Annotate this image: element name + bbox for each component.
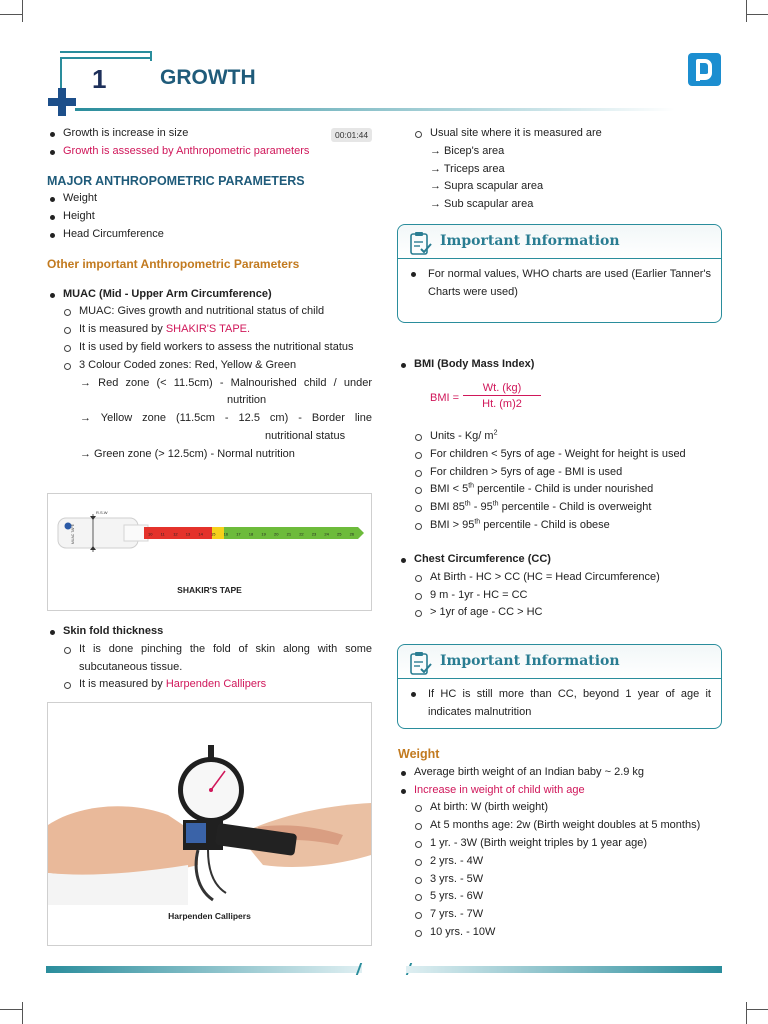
harpenden-callipers-figure	[47, 702, 372, 946]
zone-line: nutrition	[227, 394, 267, 407]
tape-scale-label: 21	[286, 531, 292, 537]
sub-item: 3 Colour Coded zones: Red, Yellow & Green	[47, 357, 372, 375]
sub-item: 5 yrs. - 6W	[398, 888, 723, 906]
site-item: → Bicep's area	[430, 144, 505, 157]
tape-scale-label: 10	[148, 531, 153, 537]
tape-label: R.S.W	[96, 510, 108, 515]
zone-line: → Red zone (< 11.5cm) - Malnourished child / under	[80, 376, 372, 389]
section-heading: Weight	[398, 747, 440, 761]
bullet-item: Increase in weight of child with age	[398, 782, 723, 800]
publisher-logo-icon	[688, 53, 721, 86]
bullet-item: Chest Circumference (CC)	[398, 551, 723, 569]
important-info-box	[397, 644, 722, 729]
bullet-item: Weight	[47, 190, 372, 208]
sub-item: 3 yrs. - 5W	[398, 871, 723, 889]
footer-bar	[406, 966, 722, 973]
right-column-sites	[398, 125, 723, 214]
crop-mark	[22, 0, 23, 22]
sub-item: BMI < 5th percentile - Child is under nourished	[398, 481, 723, 499]
bullet-item: Height	[47, 208, 372, 226]
info-title: Important Information	[440, 653, 620, 669]
tape-scale-label: 14	[198, 531, 203, 537]
callipers-illustration	[48, 705, 371, 905]
bullet-item: Average birth weight of an Indian baby ~ 2.9 kg	[398, 764, 723, 782]
crop-mark	[746, 0, 747, 22]
sub-item: At Birth - HC > CC (HC = Head Circumference)	[398, 569, 723, 587]
site-item: → Sub scapular area	[430, 198, 534, 211]
right-column-bmi-list	[398, 428, 723, 535]
sub-item: For children < 5yrs of age - Weight for height is used	[398, 446, 723, 464]
plus-icon	[48, 88, 76, 116]
left-column-skinfold	[47, 623, 372, 694]
right-column-chest	[398, 551, 723, 622]
sub-item: 2 yrs. - 4W	[398, 853, 723, 871]
crop-mark	[22, 1002, 23, 1024]
chapter-number: 1	[92, 64, 107, 94]
crop-mark	[0, 14, 22, 15]
crop-mark	[746, 14, 768, 15]
left-column-top	[47, 125, 372, 464]
bullet-item: Head Circumference	[47, 226, 372, 244]
site-item: → Supra scapular area	[430, 180, 544, 193]
sub-item: It is measured by SHAKIR'S TAPE.	[47, 321, 372, 339]
bullet-item: MUAC (Mid - Upper Arm Circumference)	[47, 286, 372, 304]
info-body	[398, 259, 721, 309]
sub-item: At birth: W (birth weight)	[398, 799, 723, 817]
figure-caption: Harpenden Callipers	[168, 911, 251, 921]
clipboard-check-icon	[408, 650, 434, 676]
section-heading: Other important Anthropometric Parameters	[47, 256, 300, 271]
sub-item: MUAC: Gives growth and nutritional status of child	[47, 303, 372, 321]
sub-item-continued: subcutaneous tissue.	[79, 660, 183, 673]
info-body	[398, 679, 721, 729]
info-header	[398, 645, 721, 679]
bullet-item: If HC is still more than CC, beyond 1 year of age it indicates malnutrition	[408, 685, 711, 721]
sub-item: BMI 85th - 95th percentile - Child is overweight	[398, 499, 723, 517]
crop-mark	[746, 1002, 747, 1024]
tape-scale-label: 24	[324, 531, 329, 537]
tape-scale-label: 17	[236, 531, 241, 537]
footer-bar	[46, 966, 362, 973]
sub-item: Units - Kg/ $m^2$	[398, 428, 723, 446]
clipboard-check-icon	[408, 230, 434, 256]
tape-scale-label: 15	[211, 531, 216, 537]
crop-mark	[0, 1009, 22, 1010]
sub-item: 9 m - 1yr - HC = CC	[398, 587, 723, 605]
right-column-bmi	[398, 356, 723, 374]
tape-label: MUAC TAPE	[71, 523, 75, 544]
sub-item: Usual site where it is measured are	[398, 125, 723, 143]
figure-caption: SHAKIR'S TAPE	[177, 585, 242, 595]
formula-numerator: Wt. (kg)	[463, 382, 541, 396]
tape-scale-label: 12	[173, 531, 178, 537]
zone-line: → Green zone (> 12.5cm) - Normal nutrition	[80, 447, 295, 460]
tape-scale-label: 22	[299, 531, 304, 537]
sub-item: At 5 months age: 2w (Birth weight doubles at 5 months)	[398, 817, 723, 835]
tape-scale-label: 26	[349, 531, 355, 537]
bullet-item: Growth is increase in size	[47, 125, 372, 143]
title-underline	[75, 108, 675, 111]
sub-item: > 1yr of age - CC > HC	[398, 604, 723, 622]
crop-mark	[746, 1009, 768, 1010]
formula-fraction	[463, 382, 541, 410]
tape-scale-label: 23	[311, 531, 317, 537]
sub-item: It is used by field workers to assess the nutritional status	[47, 339, 372, 357]
bullet-item: For normal values, WHO charts are used (Earlier Tanner's Charts were used)	[408, 265, 711, 301]
bullet-item: Growth is assessed by Anthropometric parameters	[47, 143, 372, 161]
right-column-weight	[398, 746, 723, 942]
shakirs-tape-illustration	[48, 496, 373, 586]
formula-label: BMI =	[430, 392, 460, 404]
sub-item: It is measured by Harpenden Callipers	[47, 676, 372, 694]
section-heading: MAJOR ANTHROPOMETRIC PARAMETERS	[47, 173, 305, 188]
formula-denominator: Ht. (m)2	[482, 398, 522, 410]
bullet-item: BMI (Body Mass Index)	[398, 356, 723, 374]
tape-scale-label: 25	[337, 531, 342, 537]
sub-item: It is done pinching the fold of skin along with some	[47, 641, 372, 659]
tape-scale-label: 20	[274, 531, 279, 537]
info-title: Important Information	[440, 233, 620, 249]
sub-item: 7 yrs. - 7W	[398, 906, 723, 924]
bullet-item: Skin fold thickness	[47, 623, 372, 641]
shakirs-tape-figure	[47, 493, 372, 611]
page-title: GROWTH	[160, 66, 256, 89]
tape-scale-label: 13	[185, 531, 191, 537]
zone-line: nutritional status	[265, 429, 346, 442]
sub-item: 1 yr. - 3W (Birth weight triples by 1 year age)	[398, 835, 723, 853]
sub-item: For children > 5yrs of age - BMI is used	[398, 464, 723, 482]
tape-scale-label: 16	[223, 531, 229, 537]
video-timestamp: 00:01:44	[331, 128, 372, 142]
tape-scale-label: 19	[261, 531, 266, 537]
tape-scale-label: 11	[160, 531, 165, 537]
sub-item: BMI > 95th percentile - Child is obese	[398, 517, 723, 535]
info-header	[398, 225, 721, 259]
tape-scale-label: 18	[248, 531, 254, 537]
sub-item: 10 yrs. - 10W	[398, 924, 723, 942]
site-item: → Triceps area	[430, 162, 505, 175]
important-info-box	[397, 224, 722, 323]
zone-line: → Yellow zone (11.5cm - 12.5 cm) - Border line	[80, 412, 372, 425]
